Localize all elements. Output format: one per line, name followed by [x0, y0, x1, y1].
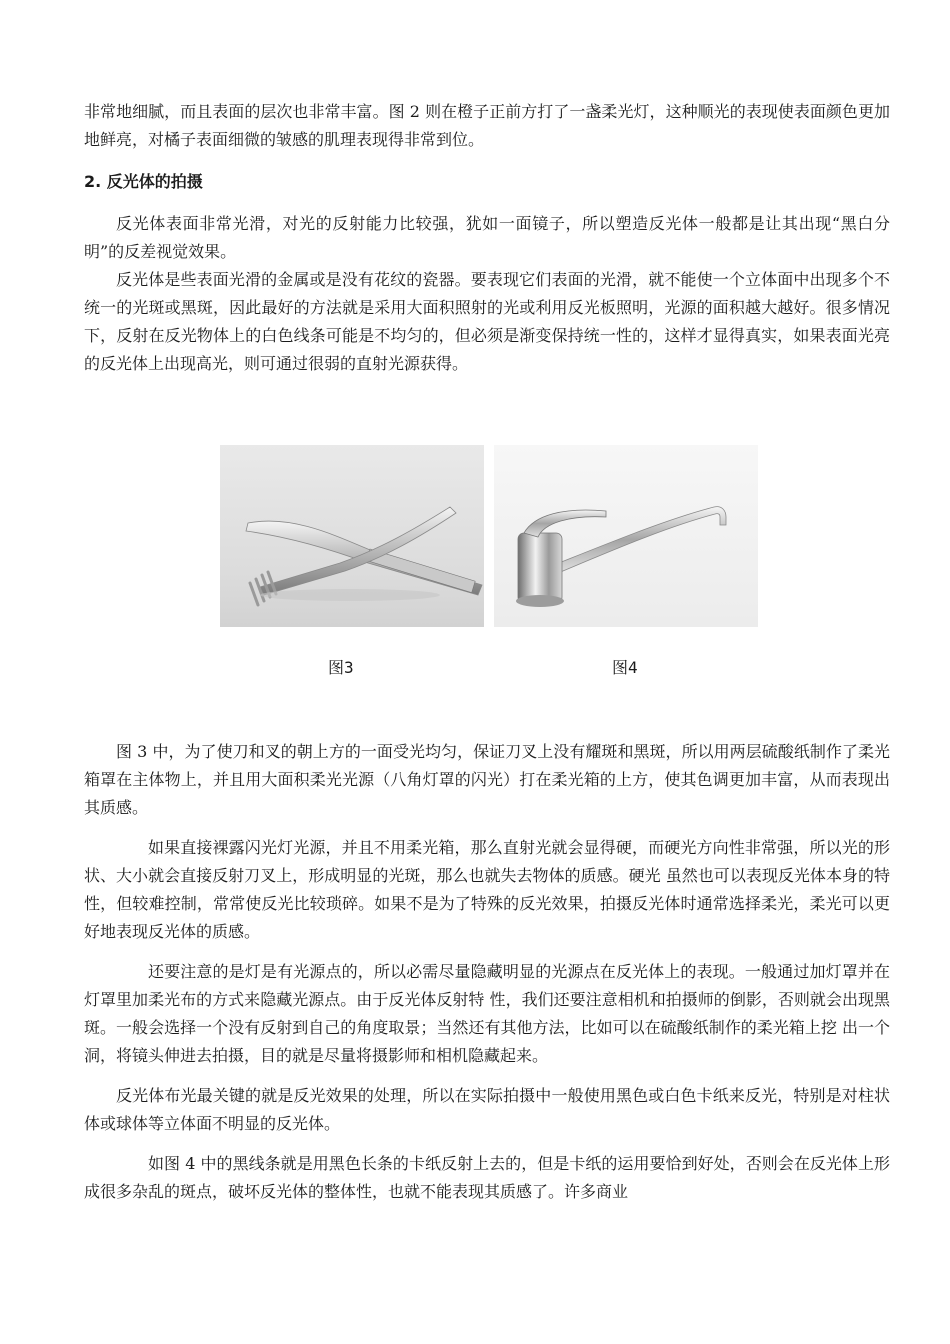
paragraph-light-source: 还要注意的是灯是有光源点的，所以必需尽量隐藏明显的光源点在反光体上的表现。一般通过加灯罩并在灯罩里加柔光布的方式来隐藏光源点。由于反光体反射特 性，我们还要注意相机和拍摄师的倒影，否则就会出现黑斑。一般会选择一个没有反射到自己的角度取景；当然还有其他方法，比如可以在硫酸纸制作的柔光箱上挖 出一个洞，将镜头伸进去拍摄，目的就是尽量将摄影师和相机隐藏起来。 — [84, 962, 890, 1065]
paragraph-reflective-intro: 反光体表面非常光滑，对光的反射能力比较强，犹如一面镜子，所以塑造反光体一般都是让其出现“黑白分明”的反差视觉效果。 — [84, 214, 890, 261]
faucet-photo — [494, 445, 758, 627]
document-body-continued — [84, 738, 890, 1206]
paragraph-reflective-detail: 反光体是些表面光滑的金属或是没有花纹的瓷器。要表现它们表面的光滑，就不能使一个立体面中出现多个不统一的光斑或黑斑，因此最好的方法就是采用大面积照射的光或利用反光板照明，光源的面积越大越好。很多情况下，反射在反光物体上的白色线条可能是不均匀的，但必须是渐变保持统一性的，这样才显得真实，如果表面光亮的反光体上出现高光，则可通过很弱的直射光源获得。 — [84, 270, 890, 373]
document-body — [84, 98, 890, 378]
figure-4-caption: 图4 — [612, 658, 638, 677]
knife-fork-photo — [220, 445, 484, 627]
paragraph-fig4-explain: 如图 4 中的黑线条就是用黑色长条的卡纸反射上去的，但是卡纸的运用要恰到好处，否则会在反光体上形成很多杂乱的斑点，破坏反光体的整体性，也就不能表现其质感了。许多商业 — [84, 1154, 890, 1201]
paragraph-reflector-cards: 反光体布光最关键的就是反光效果的处理，所以在实际拍摄中一般使用黑色或白色卡纸来反光，特别是对柱状体或球体等立体面不明显的反光体。 — [84, 1086, 890, 1133]
figure-3-image — [220, 445, 484, 627]
figure-4-image — [494, 445, 758, 627]
paragraph-hard-light: 如果直接裸露闪光灯光源，并且不用柔光箱，那么直射光就会显得硬，而硬光方向性非常强，所以光的形状、大小就会直接反射刀叉上，形成明显的光斑，那么也就失去物体的质感。硬光 虽然也可以表现反光体本身的特性，但较难控制，常常使反光比较琐碎。如果不是为了特殊的反光效果，拍摄反光体时通常选择柔光，柔光可以更好地表现反光体的质感。 — [84, 838, 890, 941]
paragraph-intro: 非常地细腻，而且表面的层次也非常丰富。图 2 则在橙子正前方打了一盏柔光灯，这种顺光的表现使表面颜色更加地鲜亮，对橘子表面细微的皱感的肌理表现得非常到位。 — [84, 102, 890, 149]
section-heading: 2. 反光体的拍摄 — [84, 172, 203, 191]
figure-3-caption: 图3 — [328, 658, 354, 677]
paragraph-fig3-explain: 图 3 中，为了使刀和叉的朝上方的一面受光均匀，保证刀叉上没有耀斑和黑斑，所以用两层硫酸纸制作了柔光箱罩在主体物上，并且用大面积柔光光源（八角灯罩的闪光）打在柔光箱的上方，使其色调更加丰富，从而表现出其质感。 — [84, 742, 890, 817]
figure-row — [220, 445, 760, 635]
